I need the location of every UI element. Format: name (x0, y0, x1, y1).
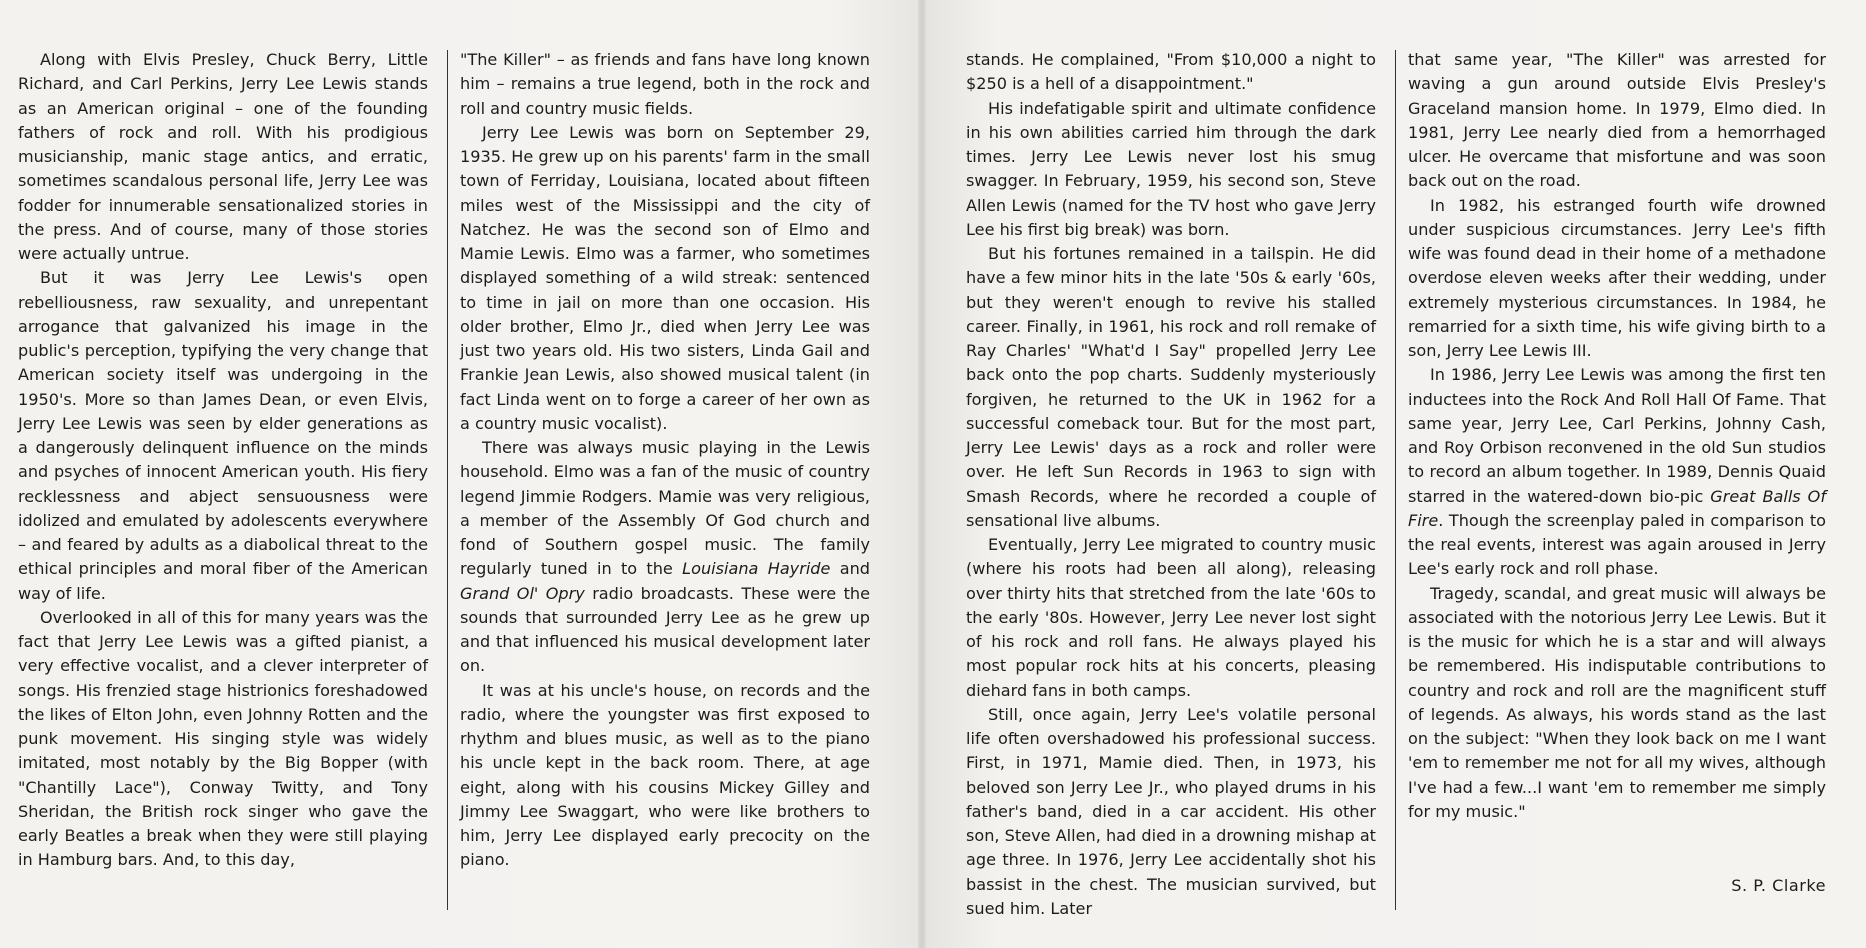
column-divider (447, 50, 448, 910)
text-column-2 (460, 48, 870, 873)
text-column-1 (18, 48, 428, 873)
author-signature: S. P. Clarke (1731, 876, 1826, 895)
film-title: Great Balls Of Fire (1408, 486, 1826, 530)
paragraph (1408, 363, 1826, 581)
paragraph: Along with Elvis Presley, Chuck Berry, Little Richard, and Carl Perkins, Jerry Lee Lewis stands as an American original – one of the founding fathers of rock and roll. With his prodigious musicianship, manic stage antics, and erratic, sometimes scandalous personal life, Jerry Lee was fodder for innumerable sensationalized stories in the press. And of course, many of those stories were actually untrue. (18, 50, 428, 263)
paragraph: It was at his uncle's house, on records and the radio, where the youngster was first exposed to rhythm and blues music, as well as to the piano his uncle kept in the back room. There, at age eight, along with his cousins Mickey Gilley and Jimmy Lee Swaggart, who were like brothers to him, Jerry Lee displayed early precocity on the piano. (460, 680, 870, 870)
paragraph-text: and (830, 559, 870, 579)
paragraph: In 1982, his estranged fourth wife drowned under suspicious circumstances. Jerry Lee's fifth wife was found dead in their home of a methadone overdose eleven weeks after their wedding, under extremely mysterious circumstances. In 1984, he remarried for a sixth time, his wife giving birth to a son, Jerry Lee Lewis III. (1408, 195, 1826, 360)
paragraph: "The Killer" – as friends and fans have long known him – remains a true legend, both in the rock and roll and country music fields. (460, 50, 870, 118)
paragraph: Overlooked in all of this for many years was the fact that Jerry Lee Lewis was a gifted pianist, a very effective vocalist, and a clever interpreter of songs. His frenzied stage histrionics foreshadowed the likes of Elton John, even Johnny Rotten and the punk movement. His singing style was widely imitated, most notably by the Big Bopper (with "Chantilly Lace"), Conway Twitty, and Tony Sheridan, the British rock singer who gave the early Beatles a break when they were still playing in Hamburg bars. And, to this day, (18, 607, 428, 870)
paragraph: His indefatigable spirit and ultimate confidence in his own abilities carried him through the dark times. Jerry Lee Lewis never lost his smug swagger. In February, 1959, his second son, Steve Allen Lewis (named for the TV host who gave Jerry Lee his first big break) was born. (966, 98, 1376, 239)
paragraph: But his fortunes remained in a tailspin. He did have a few minor hits in the late '50s & early '60s, but they weren't enough to revive his stalled career. Finally, in 1961, his rock and roll remake of Ray Charles' "What'd I Say" propelled Jerry Lee back onto the pop charts. Suddenly mysteriously forgiven, he returned to the UK in 1962 for a successful comeback tour. But for the most part, Jerry Lee Lewis' days as a rock and roller were over. He left Sun Records in 1963 to sign with Smash Records, where he recorded a couple of sensational live albums. (966, 244, 1376, 530)
paragraph: Still, once again, Jerry Lee's volatile personal life often overshadowed his professional success. First, in 1971, Mamie died. Then, in 1973, his beloved son Jerry Lee Jr., who played drums in his father's band, died in a car accident. His other son, Steve Allen, had died in a drowning mishap at age three. In 1976, Jerry Lee accidentally shot his bassist in the chest. The musician survived, but sued him. Later (966, 704, 1376, 918)
paragraph (460, 436, 870, 679)
paragraph: Jerry Lee Lewis was born on September 29, 1935. He grew up on his parents' farm in the small town of Ferriday, Louisiana, located about fifteen miles west of the Mississippi and the city of Natchez. He was the second son of Elmo and Mamie Lewis. Elmo was a farmer, who sometimes displayed something of a wild streak: sentenced to time in jail on more than one occasion. His older brother, Elmo Jr., died when Jerry Lee was just two years old. His two sisters, Linda Gail and Frankie Jean Lewis, also showed musical talent (in fact Linda went on to forge a career of her own as a country music vocalist). (460, 122, 870, 433)
column-divider (1395, 50, 1396, 910)
radio-show-title: Grand Ol' Opry (460, 583, 585, 603)
paragraph-text: . Though the screenplay paled in comparison to the real events, interest was again aroused in Jerry Lee's early rock and roll phase. (1408, 510, 1826, 579)
text-column-4 (1408, 48, 1826, 824)
paragraph-text: radio broadcasts. These were the sounds that surrounded Jerry Lee as he grew up and that influenced his musical development later on. (460, 583, 871, 676)
paragraph: that same year, "The Killer" was arrested for waving a gun around outside Elvis Presley's Graceland mansion home. In 1979, Elmo died. In 1981, Jerry Lee nearly died from a hemorrhaged ulcer. He overcame that misfortune and was soon back out on the road. (1408, 50, 1826, 191)
paragraph-text: There was always music playing in the Lewis household. Elmo was a fan of the music of country legend Jimmie Rodgers. Mamie was very religious, a member of the Assembly Of God church and fond of Southern gospel music. The family regularly tuned in to the (460, 438, 870, 579)
paragraph: Tragedy, scandal, and great music will always be associated with the notorious Jerry Lee Lewis. But it is the music for which he is a star and will always be remembered. His indisputable contributions to country and rock and roll are the magnificent stuff of legends. As always, his words stand as the last on the subject: "When they look back on me I want 'em to remember me not for all my wives, although I've had a few...I want 'em to remember me simply for my music." (1408, 583, 1826, 821)
page-gutter (918, 0, 926, 948)
paragraph: stands. He complained, "From $10,000 a night to $250 is a hell of a disappointment." (966, 50, 1376, 94)
radio-show-title: Louisiana Hayride (682, 559, 831, 579)
text-column-3 (966, 48, 1376, 921)
paragraph-text: In 1986, Jerry Lee Lewis was among the first ten inductees into the Rock And Roll Hall Of Fame. That same year, Jerry Lee, Carl Perkins, Johnny Cash, and Roy Orbison reconvened in the old Sun studios to record an album together. In 1989, Dennis Quaid starred in the watered-down bio-pic (1408, 365, 1826, 506)
paragraph: But it was Jerry Lee Lewis's open rebelliousness, raw sexuality, and unrepentant arrogance that galvanized his image in the public's perception, typifying the very change that American society itself was undergoing in the 1950's. More so than James Dean, or even Elvis, Jerry Lee Lewis was seen by elder generations as a dangerously delinquent influence on the minds and psyches of innocent American youth. His fiery recklessness and abject sensuousness were idolized and emulated by adolescents everywhere – and feared by adults as a diabolical threat to the ethical principles and moral fiber of the American way of life. (18, 268, 428, 603)
paragraph: Eventually, Jerry Lee migrated to country music (where his roots had been all along), releasing over thirty hits that stretched from the late '60s to the early '80s. However, Jerry Lee never lost sight of his rock and roll fans. He always played his most popular rock hits at his concerts, pleasing diehard fans in both camps. (966, 535, 1376, 700)
